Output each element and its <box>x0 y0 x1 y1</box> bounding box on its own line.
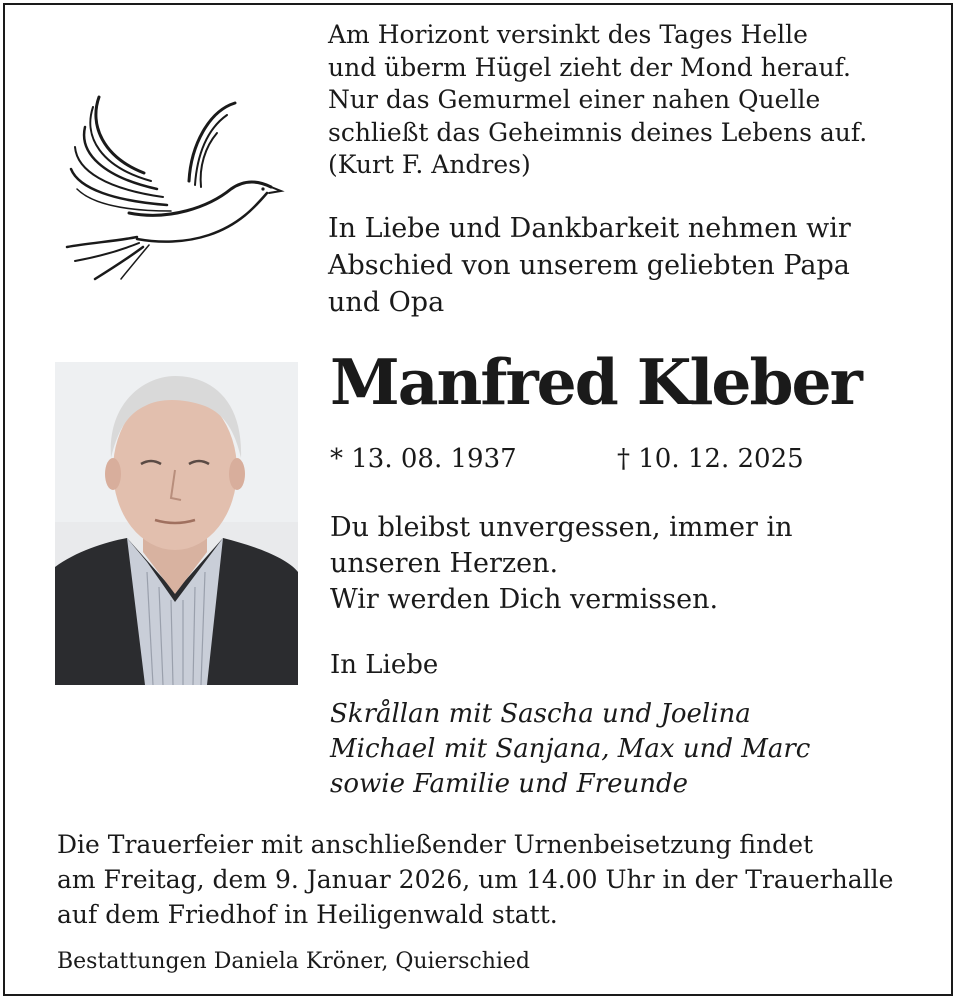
quote-line: unseren Herzen. <box>330 548 559 579</box>
undertaker-credit: Bestattungen Daniela Kröner, Quierschied <box>57 949 531 974</box>
intro-text <box>328 210 928 321</box>
poem-line: und überm Hügel zieht der Mond herauf. <box>328 52 851 82</box>
portrait-photo <box>55 362 298 685</box>
obituary-frame <box>3 3 953 996</box>
intro-line: und Opa <box>328 287 445 318</box>
birth-date: * 13. 08. 1937 <box>330 444 517 474</box>
quote-line: Du bleibst unvergessen, immer in <box>330 512 793 543</box>
poem-line: Nur das Gemurmel einer nahen Quelle <box>328 85 821 114</box>
poem-line: Am Horizont versinkt des Tages Helle <box>328 20 808 49</box>
family-line: Skrållan mit Sascha und Joelina <box>330 699 751 729</box>
family-signatures <box>330 697 930 802</box>
family-line: sowie Familie und Freunde <box>330 769 689 799</box>
service-line: am Freitag, dem 9. Januar 2026, um 14.00 Uhr in der Trauerhalle <box>57 865 894 894</box>
service-line: auf dem Friedhof in Heiligenwald statt. <box>57 900 558 929</box>
intro-line: In Liebe und Dankbarkeit nehmen wir <box>328 213 851 244</box>
poem <box>328 19 928 182</box>
service-line: Die Trauerfeier mit anschließender Urnenbeisetzung findet <box>57 830 814 859</box>
closing-greeting: In Liebe <box>330 650 439 680</box>
quote-line: Wir werden Dich vermissen. <box>330 584 719 615</box>
poem-author: (Kurt F. Andres) <box>328 150 531 179</box>
family-line: Michael mit Sanjana, Max und Marc <box>330 734 811 764</box>
remembrance-quote <box>330 510 930 618</box>
poem-line: schließt das Geheimnis deines Lebens auf. <box>328 117 868 147</box>
service-info <box>57 827 937 932</box>
intro-line: Abschied von unserem geliebten Papa <box>328 250 850 281</box>
dove-icon <box>59 85 289 285</box>
deceased-name: Manfred Kleber <box>330 345 861 419</box>
death-date: † 10. 12. 2025 <box>617 444 804 474</box>
